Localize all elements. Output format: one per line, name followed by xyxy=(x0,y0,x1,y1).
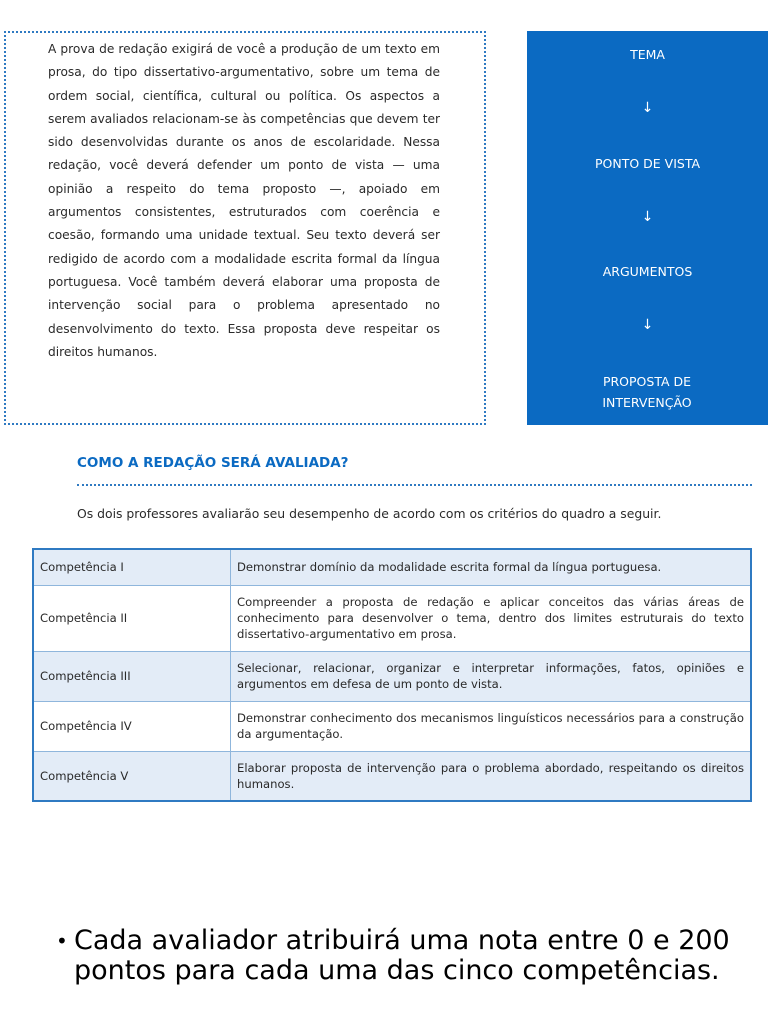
competencia-description: Elaborar proposta de intervenção para o problema abordado, respeitando os direitos humanos. xyxy=(231,751,752,801)
competencia-description: Selecionar, relacionar, organizar e interpretar informações, fatos, opiniões e argumentos em defesa de um ponto de vista. xyxy=(231,651,752,701)
competencia-name: Competência IV xyxy=(33,701,231,751)
bullet-dot-icon: • xyxy=(56,929,68,953)
table-row xyxy=(33,651,751,701)
competencia-description: Compreender a proposta de redação e aplicar conceitos das várias áreas de conhecimento para desenvolver o tema, dentro dos limites estruturais do texto dissertativo-argumentativo em prosa. xyxy=(231,585,752,651)
flow-item-tema: TEMA xyxy=(630,47,665,62)
competencia-name: Competência V xyxy=(33,751,231,801)
down-arrow-icon: ↓ xyxy=(641,100,654,116)
table-row xyxy=(33,701,751,751)
heading-divider xyxy=(77,484,752,486)
down-arrow-icon: ↓ xyxy=(641,209,654,225)
section-subtitle: Os dois professores avaliarão seu desempenho de acordo com os critérios do quadro a seguir. xyxy=(77,506,662,521)
competencias-table xyxy=(32,548,752,802)
table-row xyxy=(33,585,751,651)
competencia-name: Competência III xyxy=(33,651,231,701)
competencia-name: Competência II xyxy=(33,585,231,651)
section-heading: COMO A REDAÇÃO SERÁ AVALIADA? xyxy=(77,455,349,471)
flow-item-ponto-de-vista: PONTO DE VISTA xyxy=(594,156,701,171)
table-row xyxy=(33,549,751,585)
competencia-name: Competência I xyxy=(33,549,231,585)
competencia-description: Demonstrar conhecimento dos mecanismos linguísticos necessários para a construção da argumentação. xyxy=(231,701,752,751)
flow-panel xyxy=(527,31,768,425)
flow-item-proposta-de-intervencao: PROPOSTA DE INTERVENÇÃO xyxy=(602,374,692,410)
flow-item-argumentos: ARGUMENTOS xyxy=(602,264,693,279)
competencia-description: Demonstrar domínio da modalidade escrita formal da língua portuguesa. xyxy=(231,549,752,585)
down-arrow-icon: ↓ xyxy=(641,317,654,333)
table-row xyxy=(33,751,751,801)
intro-paragraph: A prova de redação exigirá de você a produção de um texto em prosa, do tipo dissertativo-argumentativo, sobre um tema de ordem social, científica, cultural ou política. Os aspectos a serem avaliados relacionam-se às competências que devem ter sido desenvolvidas durante os anos de escolaridade. Nessa redação, você deverá defender um ponto de vista — uma opinião a respeito do tema proposto —, apoiado em argumentos consistentes, estruturados com coerência e coesão, formando uma unidade textual. Seu texto deverá ser redigido de acordo com a modalidade escrita formal da língua portuguesa. Você também deverá elaborar uma proposta de intervenção social para o problema apresentado no desenvolvimento do texto. Essa proposta deve respeitar os direitos humanos. xyxy=(48,42,440,359)
bullet-text: Cada avaliador atribuirá uma nota entre 0 e 200 pontos para cada uma das cinco competências. xyxy=(74,925,730,986)
